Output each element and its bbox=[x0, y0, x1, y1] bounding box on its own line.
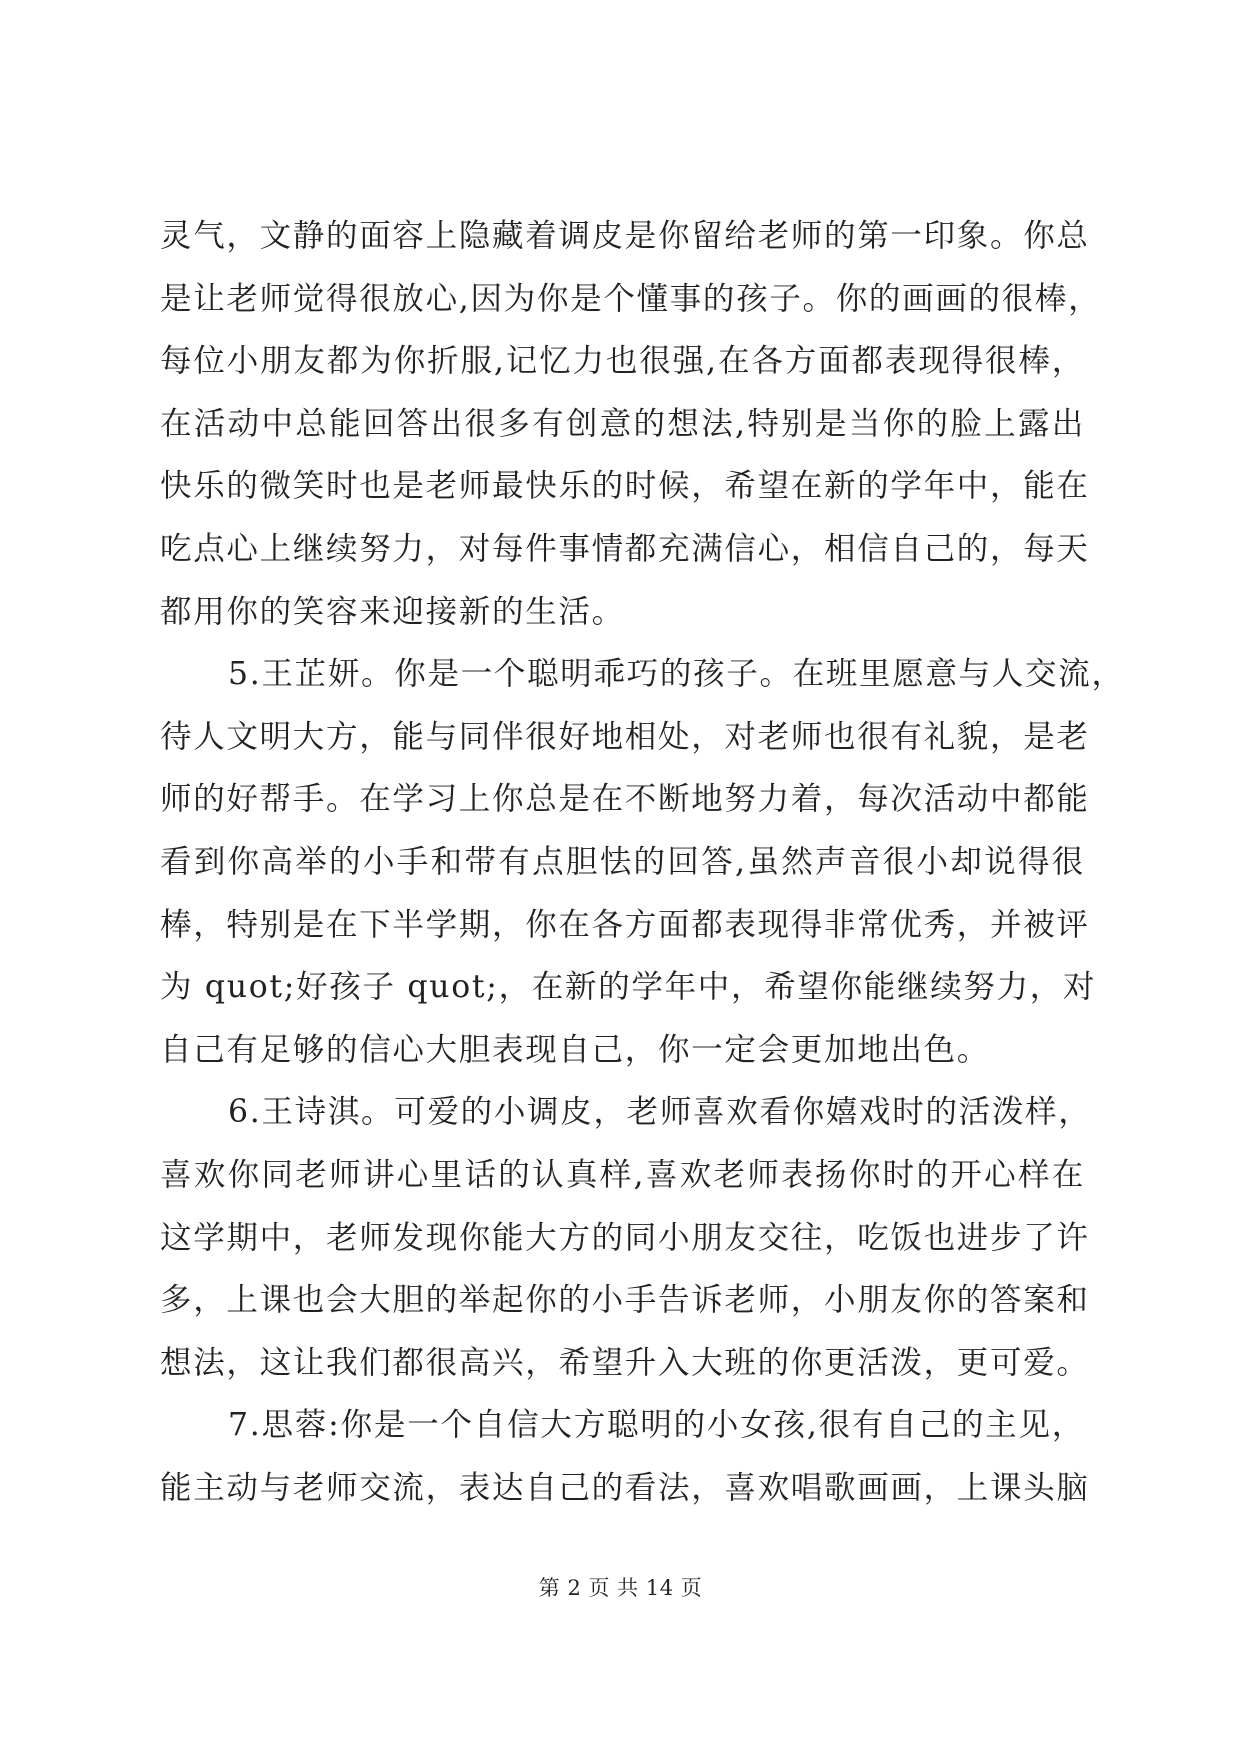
text-line: 师的好帮手。在学习上你总是在不断地努力着，每次活动中都能 bbox=[160, 781, 1090, 818]
text-line: 多，上课也会大胆的举起你的小手告诉老师，小朋友你的答案和 bbox=[160, 1282, 1090, 1319]
text-line: 是让老师觉得很放心,因为你是个懂事的孩子。你的画画的很棒， bbox=[160, 280, 1102, 317]
text-line: 想法，这让我们都很高兴，希望升入大班的你更活泼，更可爱。 bbox=[160, 1344, 1090, 1381]
body-text bbox=[160, 205, 1125, 1519]
text-line: 棒，特别是在下半学期，你在各方面都表现得非常优秀，并被评 bbox=[160, 906, 1090, 943]
text-line: 为 quot;好孩子 quot;，在新的学年中，希望你能继续努力，对 bbox=[160, 969, 1097, 1006]
text-line: 待人文明大方，能与同伴很好地相处，对老师也很有礼貌，是老 bbox=[160, 718, 1090, 755]
text-line: 在活动中总能回答出很多有创意的想法,特别是当你的脸上露出 bbox=[160, 405, 1085, 442]
text-line: 吃点心上继续努力，对每件事情都充满信心，相信自己的，每天 bbox=[160, 530, 1090, 567]
text-line: 快乐的微笑时也是老师最快乐的时候，希望在新的学年中，能在 bbox=[160, 468, 1090, 505]
text-line: 自己有足够的信心大胆表现自己，你一定会更加地出色。 bbox=[160, 1031, 991, 1068]
paragraph-first-line: 7.思蓉:你是一个自信大方聪明的小女孩,很有自己的主见， bbox=[228, 1407, 1085, 1444]
text-line: 能主动与老师交流，表达自己的看法，喜欢唱歌画画，上课头脑 bbox=[160, 1469, 1090, 1506]
text-line: 每位小朋友都为你折服,记忆力也很强,在各方面都表现得很棒， bbox=[160, 343, 1085, 380]
text-line: 这学期中，老师发现你能大方的同小朋友交往，吃饭也进步了许 bbox=[160, 1219, 1090, 1256]
text-line: 看到你高举的小手和带有点胆怯的回答,虽然声音很小却说得很 bbox=[160, 843, 1085, 880]
text-line: 灵气，文静的面容上隐藏着调皮是你留给老师的第一印象。你总 bbox=[160, 218, 1090, 254]
paragraph-first-line: 5.王芷妍。你是一个聪明乖巧的孩子。在班里愿意与人交流， bbox=[228, 656, 1125, 693]
page-footer: 第 2 页 共 14 页 bbox=[538, 1576, 703, 1600]
text-line: 喜欢你同老师讲心里话的认真样,喜欢老师表扬你时的开心样在 bbox=[160, 1156, 1085, 1193]
paragraph-first-line: 6.王诗淇。可爱的小调皮，老师喜欢看你嬉戏时的活泼样， bbox=[228, 1094, 1092, 1131]
text-line: 都用你的笑容来迎接新的生活。 bbox=[160, 593, 625, 630]
